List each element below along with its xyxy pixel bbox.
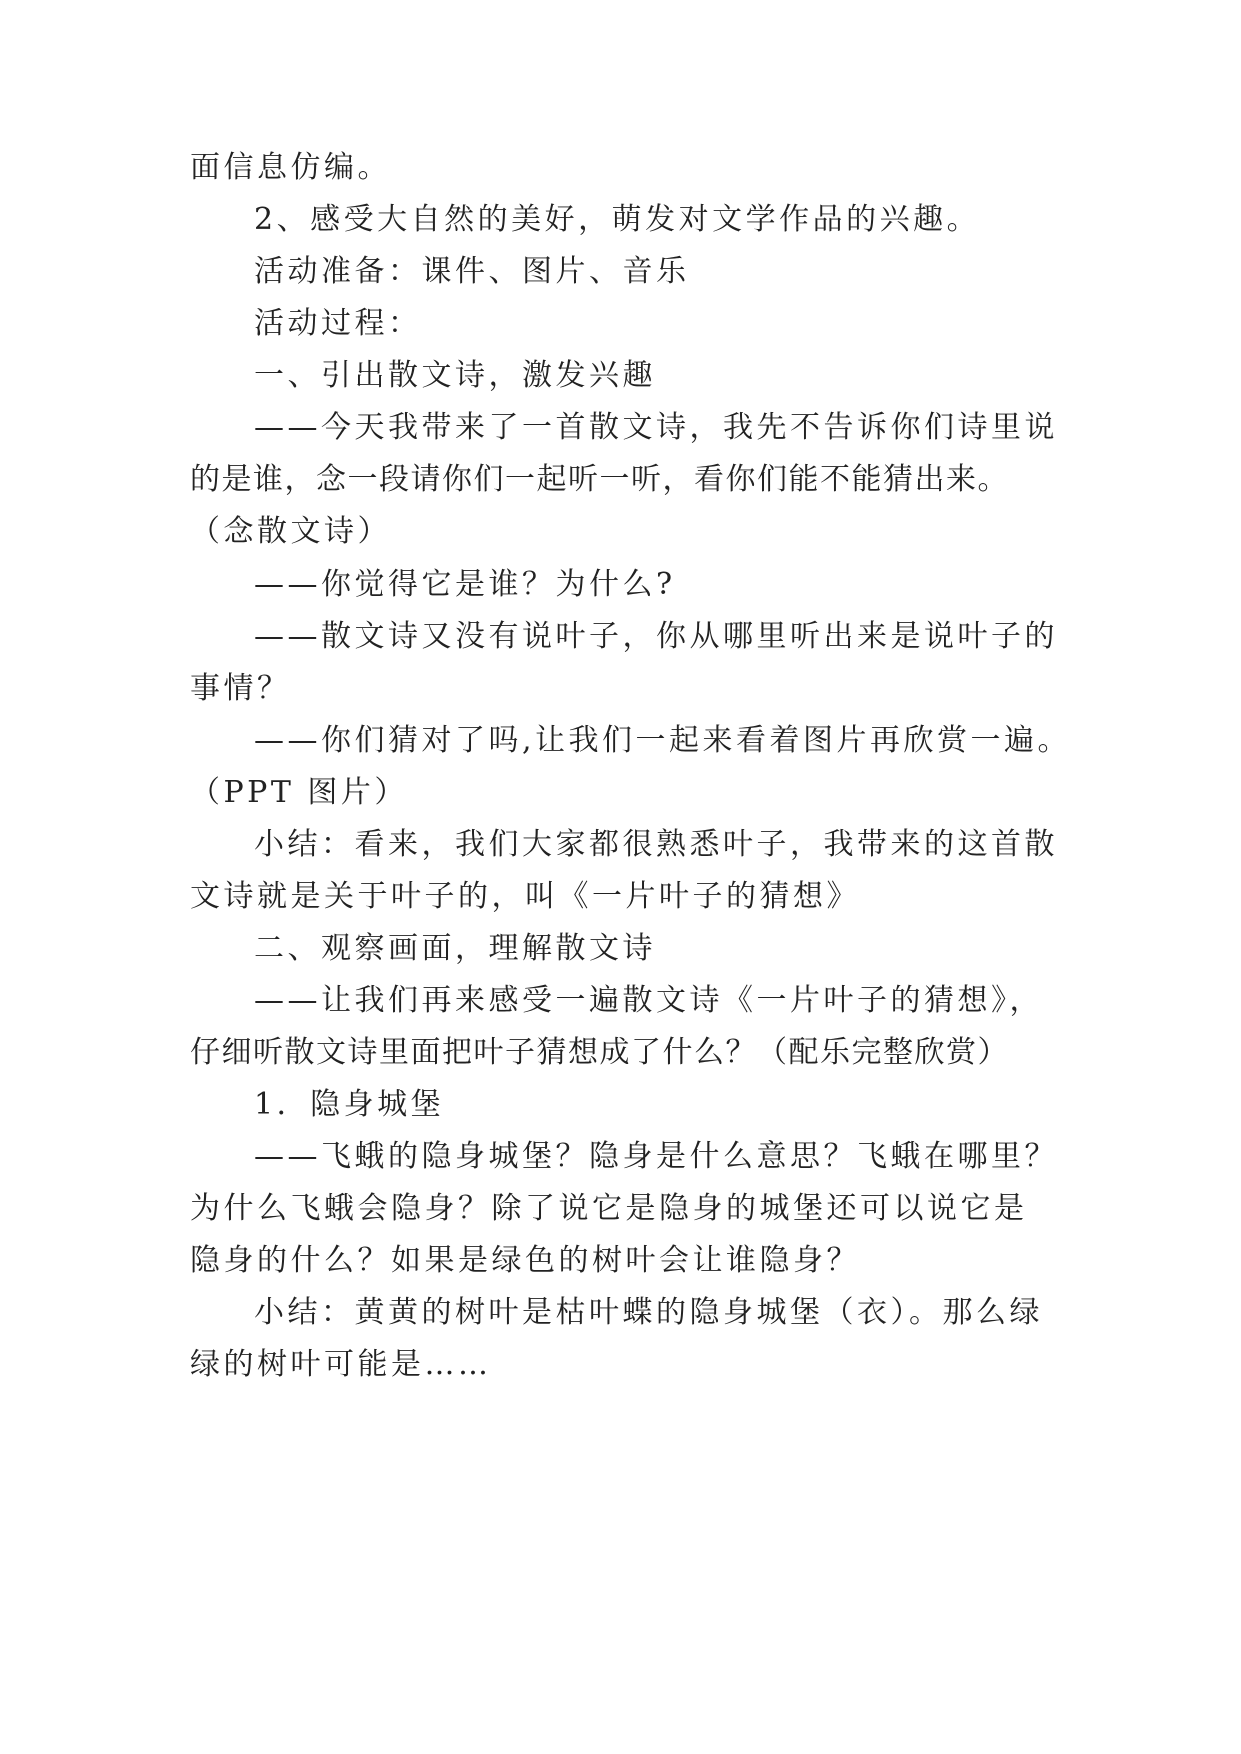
text-line: 小结：看来，我们大家都很熟悉叶子，我带来的这首散: [254, 827, 1058, 862]
text-line: 为什么飞蛾会隐身？除了说它是隐身的城堡还可以说它是: [190, 1191, 1028, 1226]
section-heading: 一、引出散文诗，激发兴趣: [254, 358, 656, 393]
text-line: 仔细听散文诗里面把叶子猜想成了什么？（配乐完整欣赏）: [190, 1035, 1009, 1070]
text-line: 隐身的什么？如果是绿色的树叶会让谁隐身？: [190, 1243, 860, 1278]
text-line: ——你觉得它是谁？为什么?: [254, 567, 676, 602]
subsection-heading: 1．隐身城堡: [254, 1087, 445, 1122]
text-line: 绿的树叶可能是……: [190, 1347, 492, 1382]
text-line: 小结：黄黄的树叶是枯叶蝶的隐身城堡（衣）。那么绿: [254, 1295, 1043, 1330]
text-line: 文诗就是关于叶子的，叫《一片叶子的猜想》: [190, 879, 860, 914]
text-line: 2、感受大自然的美好，萌发对文学作品的兴趣。: [254, 202, 981, 237]
text-line: 事情？: [190, 671, 291, 706]
section-heading: 二、观察画面，理解散文诗: [254, 931, 656, 966]
text-line: ——让我们再来感受一遍散文诗《一片叶子的猜想》，: [254, 983, 1043, 1018]
text-line: 活动准备：课件、图片、音乐: [254, 254, 690, 289]
text-line: ——你们猜对了吗,让我们一起来看着图片再欣赏一遍。: [254, 723, 1072, 758]
text-line: 活动过程：: [254, 306, 422, 341]
text-line: 面信息仿编。: [190, 150, 391, 185]
text-line: ——散文诗又没有说叶子，你从哪里听出来是说叶子的: [254, 619, 1058, 654]
text-line: ——飞蛾的隐身城堡？隐身是什么意思？飞蛾在哪里？: [254, 1139, 1058, 1174]
text-line: 的是谁，念一段请你们一起听一听，看你们能不能猜出来。: [190, 462, 1009, 497]
text-line: （PPT 图片）: [190, 775, 408, 810]
text-line: ——今天我带来了一首散文诗，我先不告诉你们诗里说: [254, 410, 1058, 445]
text-line: （念散文诗）: [190, 514, 391, 549]
